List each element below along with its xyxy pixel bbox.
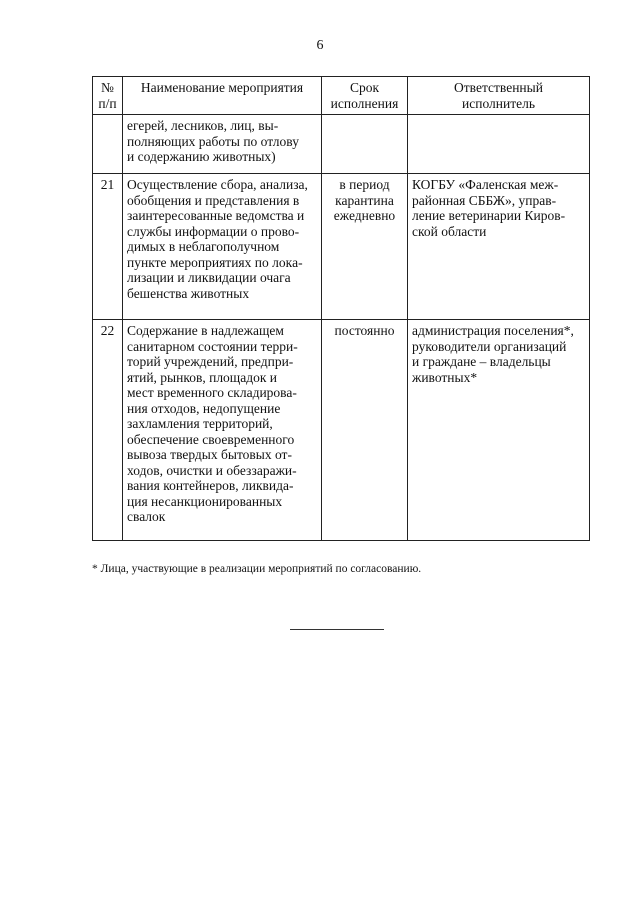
row-responsible-cell bbox=[408, 174, 590, 320]
row-name-cell bbox=[123, 115, 322, 174]
text-line: ходов, очистки и обеззаражи- bbox=[127, 462, 297, 478]
text-line: заинтересованные ведомства и bbox=[127, 208, 305, 223]
text-line: ление ветеринарии Киров- bbox=[412, 208, 566, 223]
header-responsible-line2: исполнитель bbox=[462, 95, 535, 111]
text-line: бешенства животных bbox=[127, 285, 250, 301]
text-line: лизации и ликвидации очага bbox=[127, 270, 291, 285]
row-number-cell: 21 bbox=[93, 174, 123, 320]
table-row bbox=[93, 174, 590, 320]
text-line: ния отходов, недопущение bbox=[127, 400, 281, 416]
table-row bbox=[93, 320, 590, 541]
footnote: * Лица, участвующие в реализации мероприятий по согласованию. bbox=[92, 563, 422, 575]
text-line: обеспечение своевременного bbox=[127, 431, 295, 447]
measures-table bbox=[92, 76, 590, 541]
text-line: Содержание в надлежащем bbox=[127, 323, 284, 338]
text-line: ция несанкционированных bbox=[127, 493, 283, 509]
text-line: полняющих работы по отлову bbox=[127, 133, 299, 149]
header-name: Наименование мероприятия bbox=[123, 77, 322, 115]
row-number-cell: 22 bbox=[93, 320, 123, 541]
text-line: и содержанию животных) bbox=[127, 149, 276, 164]
header-number-line2: п/п bbox=[98, 95, 117, 111]
text-line: в период bbox=[339, 177, 390, 192]
text-line: димых в неблагополучном bbox=[127, 239, 280, 254]
text-line: егерей, лесников, лиц, вы- bbox=[127, 118, 279, 133]
text-line: ятий, рынков, площадок и bbox=[127, 369, 277, 385]
text-line: и граждане – владельцы bbox=[412, 354, 551, 369]
header-number bbox=[93, 77, 123, 115]
text-line: свалок bbox=[127, 509, 166, 524]
page-number: 6 bbox=[316, 38, 324, 53]
row-term-cell bbox=[322, 320, 408, 541]
text-line: карантина bbox=[335, 192, 394, 208]
row-name-cell bbox=[123, 320, 322, 541]
text-line: захламления территорий, bbox=[127, 416, 273, 431]
text-line: обобщения и представления в bbox=[127, 192, 300, 208]
text-line: ской области bbox=[412, 223, 487, 239]
text-line: Осуществление сбора, анализа, bbox=[127, 177, 308, 192]
row-number-cell bbox=[93, 115, 123, 174]
text-line: КОГБУ «Фаленская меж- bbox=[412, 177, 559, 192]
row-name-cell bbox=[123, 174, 322, 320]
text-line: службы информации о прово- bbox=[127, 223, 300, 239]
text-line: мест временного складирова- bbox=[127, 385, 297, 400]
text-line: вания контейнеров, ликвида- bbox=[127, 478, 294, 493]
text-line: руководители организаций bbox=[412, 338, 567, 354]
text-line: санитарном состоянии терри- bbox=[127, 338, 298, 354]
row-responsible-cell bbox=[408, 115, 590, 174]
text-line: вывоза твердых бытовых от- bbox=[127, 447, 292, 462]
table-row bbox=[93, 115, 590, 174]
table-header-row bbox=[93, 77, 590, 115]
row-term-cell bbox=[322, 174, 408, 320]
header-responsible bbox=[408, 77, 590, 115]
header-responsible-line1: Ответственный bbox=[454, 80, 543, 95]
text-line: администрация поселения*, bbox=[412, 323, 574, 338]
text-line: пункте мероприятиях по локa- bbox=[127, 254, 303, 270]
header-term bbox=[322, 77, 408, 115]
text-line: животных* bbox=[412, 369, 478, 385]
end-separator-line bbox=[290, 629, 384, 630]
text-line: торий учреждений, предпри- bbox=[127, 354, 294, 369]
row-term-cell bbox=[322, 115, 408, 174]
header-number-line1: № bbox=[101, 80, 114, 95]
text-line: ежедневно bbox=[333, 208, 396, 223]
text-line: районная СББЖ», управ- bbox=[412, 192, 557, 208]
row-responsible-cell bbox=[408, 320, 590, 541]
header-term-line2: исполнения bbox=[330, 95, 399, 111]
header-term-line1: Срок bbox=[349, 80, 380, 95]
text-line: постоянно bbox=[334, 323, 395, 338]
